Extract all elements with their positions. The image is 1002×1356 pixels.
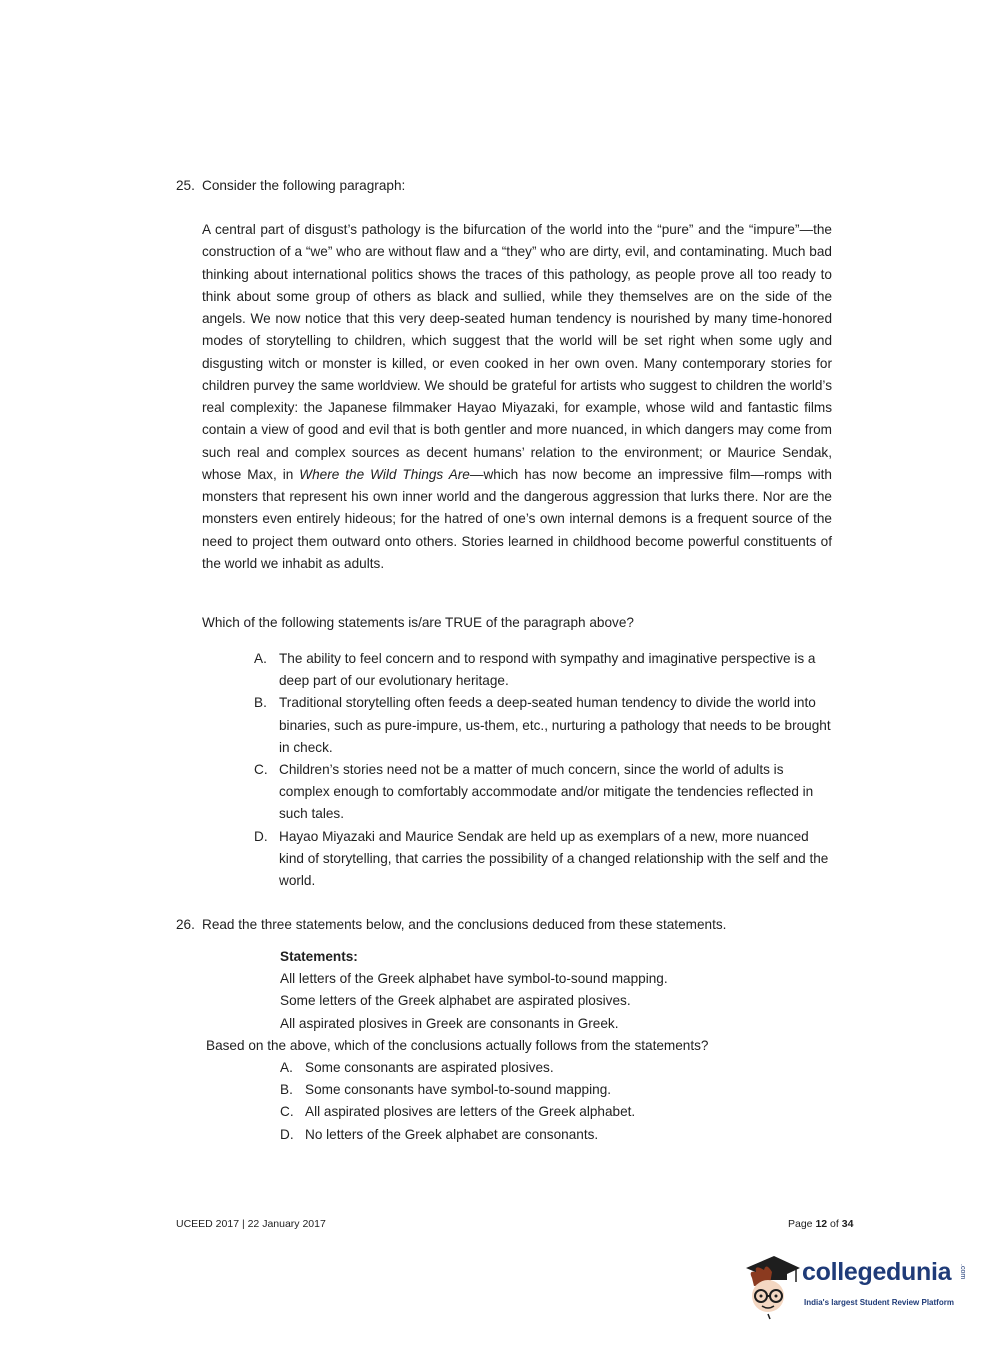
mascot-icon <box>740 1250 802 1320</box>
question-25-prompt: Which of the following statements is/are TRUE of the paragraph above? <box>202 615 634 630</box>
option-label: B. <box>254 695 267 711</box>
statement-2: Some letters of the Greek alphabet are aspirated plosives. <box>280 993 631 1009</box>
passage-text-1: A central part of disgust’s pathology is the bifurcation of the world into the “pure” and the “impure”—the construction of a “we” who are without flaw and a “they” who are dirty, evil, and contaminating. Much bad thinking about international politics shows the traces of this pathology, as people prove all too ready to think about some group of others as black and sullied, while they themselves are on the side of the angels. We now notice that this very deep-seated human tendency is nourished by many time-honored modes of storytelling to children, which suggest that the world will be set right when some ugly and disgusting witch or monster is killed, or even cooked in her own oven. Many contemporary stories for children purvey the same worldview. We should be grateful for artists who suggest to children the world’s real complexity: the Japanese filmmaker Hayao Miyazaki, for example, whose wild and fantastic films contain a view of good and evil that is both gentler and more nuanced, in which dangers may come from such real and complex sources as decent humans’ relation to the environment; or Maurice Sendak, whose Max, in <box>202 222 832 482</box>
option-text: Children’s stories need not be a matter of much concern, since the world of adults is complex enough to comfortably accommodate and/or mitigate the tendencies reflected in such tales. <box>279 762 814 822</box>
statements-block <box>280 946 668 1035</box>
question-intro: Read the three statements below, and the conclusions deduced from these statements. <box>202 917 727 932</box>
collegedunia-logo <box>740 1250 970 1320</box>
statement-1: All letters of the Greek alphabet have symbol-to-sound mapping. <box>280 971 668 987</box>
statement-3: All aspirated plosives in Greek are consonants in Greek. <box>280 1015 619 1031</box>
conclusion-b <box>280 1079 635 1101</box>
option-label: D. <box>280 1126 294 1142</box>
logo-wordmark: collegedunia <box>802 1258 952 1286</box>
option-label: A. <box>254 651 267 666</box>
option-a <box>254 648 834 692</box>
page-current: 12 <box>815 1218 828 1230</box>
question-intro: Consider the following paragraph: <box>202 178 406 193</box>
question-number: 25. <box>176 178 195 193</box>
option-text: No letters of the Greek alphabet are consonants. <box>305 1126 599 1142</box>
option-text: The ability to feel concern and to respond with sympathy and imaginative perspective is a deep part of our evolutionary heritage. <box>279 651 816 689</box>
logo-tagline: India's largest Student Review Platform <box>804 1298 954 1307</box>
conclusion-c <box>280 1101 635 1123</box>
option-text: Some consonants are aspirated plosives. <box>305 1060 554 1075</box>
option-label: A. <box>280 1060 293 1075</box>
option-text: Traditional storytelling often feeds a deep-seated human tendency to divide the world into binaries, such as pure-impure, us-them, etc., nurturing a pathology that needs to be brought in check. <box>279 695 831 755</box>
conclusion-a <box>280 1057 635 1079</box>
passage-film-title: Where the Wild Things Are <box>299 466 470 482</box>
page-mid: of <box>827 1218 842 1230</box>
option-label: B. <box>280 1082 293 1098</box>
passage-text-2: —which has now become an impressive film—romps with monsters that represent his own inner world and the dangerous aggression that lurks there. Nor are the monsters even entirely hideous; for the hatred of one’s own internal demons is a frequent source of the need to project them outward onto others. Stories learned in childhood become powerful constituents of the world we inhabit as adults. <box>202 466 832 571</box>
conclusion-d <box>280 1124 635 1146</box>
option-text: Some consonants have symbol-to-sound mapping. <box>305 1082 612 1098</box>
question-25-options <box>254 648 834 892</box>
option-text: Hayao Miyazaki and Maurice Sendak are held up as exemplars of a new, more nuanced kind of storytelling, that carries the possibility of a changed relationship with the self and the world. <box>279 828 829 889</box>
question-26-prompt: Based on the above, which of the conclusions actually follows from the statements? <box>206 1038 709 1053</box>
option-label: C. <box>254 762 268 778</box>
question-25-passage <box>202 219 832 575</box>
logo-domain-suffix: .com <box>959 1264 966 1280</box>
question-number: 26. <box>176 917 195 932</box>
question-25-heading <box>176 175 405 197</box>
footer-exam-info: UCEED 2017 | 22 January 2017 <box>176 1218 326 1230</box>
option-c <box>254 759 834 826</box>
option-b <box>254 692 834 759</box>
footer-page-number <box>788 1218 853 1230</box>
page-prefix: Page <box>788 1218 816 1230</box>
option-label: D. <box>254 828 268 844</box>
question-26-options <box>280 1057 635 1146</box>
option-label: C. <box>280 1104 294 1120</box>
option-d <box>254 826 834 893</box>
statements-heading: Statements: <box>280 949 358 964</box>
question-26-heading <box>176 914 726 936</box>
option-text: All aspirated plosives are letters of the Greek alphabet. <box>305 1104 636 1120</box>
page-total: 34 <box>841 1218 854 1230</box>
